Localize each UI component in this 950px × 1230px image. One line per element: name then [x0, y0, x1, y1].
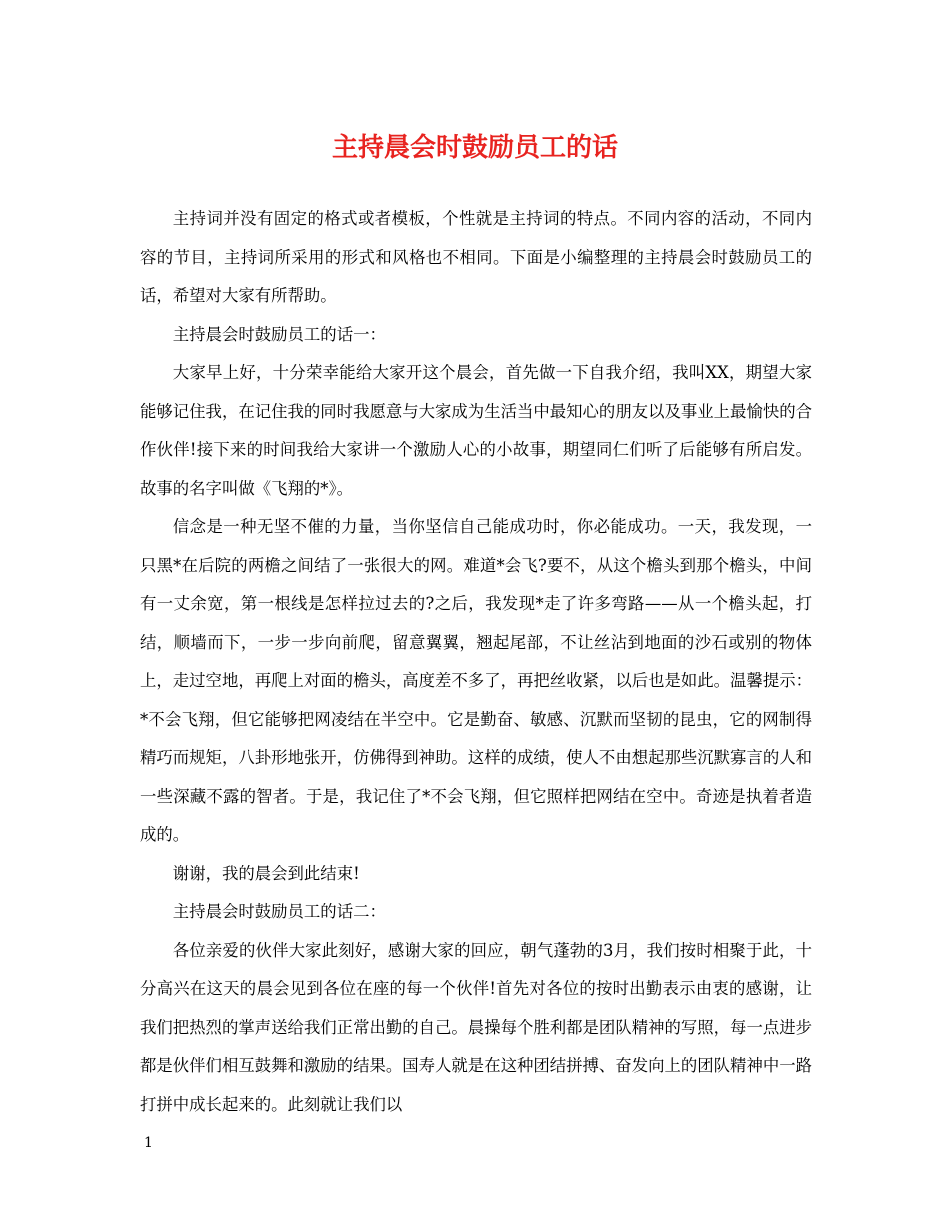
paragraph-story: 信念是一种无坚不催的力量，当你坚信自己能成功时，你必能成功。一天，我发现，一只黑*在后院的两檐之间结了一张很大的网。难道*会飞?要不，从这个檐头到那个檐头，中间有一丈余宽，第一根线是怎样拉过去的?之后，我发现*走了许多弯路——从一个檐头起，打结，顺墙而下，一步一步向前爬，留意翼翼，翘起尾部，不让丝沾到地面的沙石或别的物体上，走过空地，再爬上对面的檐头，高度差不多了，再把丝收紧，以后也是如此。温馨提示：*不会飞翔，但它能够把网凌结在半空中。它是勤奋、敏感、沉默而坚韧的昆虫，它的网制得精巧而规矩，八卦形地张开，仿佛得到神助。这样的成绩，使人不由想起那些沉默寡言的人和一些深藏不露的智者。于是，我记住了*不会飞翔，但它照样把网结在空中。奇迹是执着者造成的。: [140, 517, 813, 844]
paragraph-greeting: 大家早上好，十分荣幸能给大家开这个晨会，首先做一下自我介绍，我叫XX，期望大家能够记住我，在记住我的同时我愿意与大家成为生活当中最知心的朋友以及事业上最愉快的合作伙伴!接下来的时间我给大家讲一个激励人心的小故事，期望同仁们听了后能够有所启发。故事的名字叫做《飞翔的*》。: [140, 363, 813, 498]
section-heading-one: 主持晨会时鼓励员工的话一：: [172, 324, 386, 344]
paragraph-closing: 谢谢，我的晨会到此结束!: [172, 863, 360, 883]
page-number: 1: [144, 1135, 153, 1151]
paragraph-intro: 主持词并没有固定的格式或者模板，个性就是主持词的特点。不同内容的活动，不同内容的节目，主持词所采用的形式和风格也不相同。下面是小编整理的主持晨会时鼓励员工的话，希望对大家有所帮助。: [140, 209, 812, 305]
section-heading-two: 主持晨会时鼓励员工的话二：: [172, 902, 386, 921]
paragraph-speech-two: 各位亲爱的伙伴大家此刻好，感谢大家的回应，朝气蓬勃的3月，我们按时相聚于此，十分高兴在这天的晨会见到各位在座的每一个伙伴!首先对各位的按时出勤表示由衷的感谢，让我们把热烈的掌声送给我们正常出勤的自己。晨操每个胜利都是团队精神的写照，每一点进步都是伙伴们相互鼓舞和激励的结果。国寿人就是在这种团结拼搏、奋发向上的团队精神中一路打拼中成长起来的。此刻就让我们以: [140, 940, 813, 1114]
document-title: 主持晨会时鼓励员工的话: [331, 133, 618, 163]
document-body: [140, 200, 812, 1124]
